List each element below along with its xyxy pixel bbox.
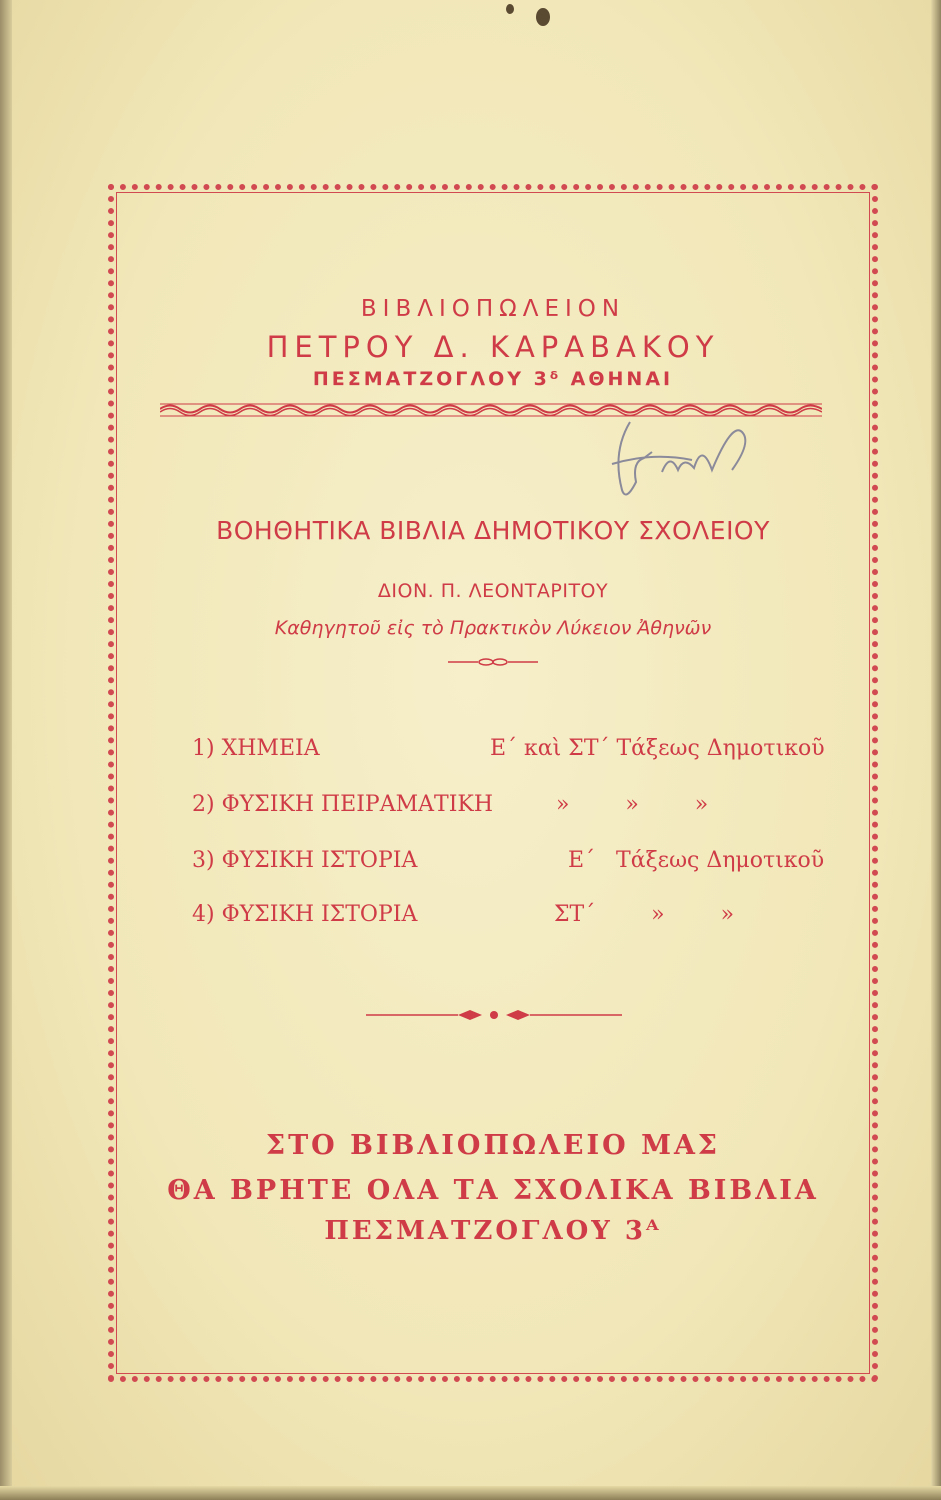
series-author-role: Καθηγητοῦ εἰς τὸ Πρακτικὸν Λύκειον Ἀθηνῶν [274,617,712,639]
promo-line-2: ΘΑ ΒΡΗΤΕ ΟΛΑ ΤΑ ΣΧΟΛΙΚΑ ΒΙΒΛΙΑ [167,1175,819,1206]
book-row [192,848,832,882]
book-title: 1) ΧΗΜΕΙΑ [192,736,320,761]
book-row [192,792,832,826]
book-grade: Ε΄ καὶ ΣΤ΄ Τάξεως Δημοτικοῦ [490,736,825,761]
book-row [192,902,832,936]
promo-address: ΠΕΣΜΑΤΖΟΓΛΟΥ 3ᴬ [324,1216,662,1246]
series-title: ΒΟΗΘΗΤΙΚΑ ΒΙΒΛΙΑ ΔΗΜΟΤΙΚΟΥ ΣΧΟΛΕΙΟΥ [216,516,770,545]
handwriting-text: Φρίδα [632,494,663,505]
pencil-handwriting [592,412,782,512]
book-title: 4) ΦΥΣΙΚΗ ΙΣΤΟΡΙΑ [192,902,418,927]
paper-edge-bottom [0,1486,941,1500]
stain-mark [536,8,550,26]
bookstore-heading: ΒΙΒΛΙΟΠΩΛΕΙΟΝ [360,296,626,322]
bookstore-address: ΠΕΣΜΑΤΖΟΓΛΟΥ 3ᵟ ΑΘΗΝΑΙ [312,368,674,390]
paper-edge-left [0,0,12,1500]
book-grade: » » » [556,792,709,817]
book-title: 2) ΦΥΣΙΚΗ ΠΕΙΡΑΜΑΤΙΚΗ [192,792,494,817]
book-grade: ΣΤ΄ » » [554,902,735,927]
book-row [192,736,832,770]
stain-mark [506,4,514,14]
paper-edge-right [931,0,941,1500]
small-ornament [448,655,538,669]
center-ornament [366,1007,622,1023]
series-author: ΔΙΟΝ. Π. ΛΕΟΝΤΑΡΙΤΟΥ [377,580,609,602]
book-grade: Ε΄ Τάξεως Δημοτικοῦ [568,848,825,873]
bookstore-owner: ΠΕΤΡΟΥ Δ. ΚΑΡΑΒΑΚΟΥ [266,330,720,364]
book-title: 3) ΦΥΣΙΚΗ ΙΣΤΟΡΙΑ [192,848,418,873]
promo-line-1: ΣΤΟ ΒΙΒΛΙΟΠΩΛΕΙΟ ΜΑΣ [265,1130,720,1161]
